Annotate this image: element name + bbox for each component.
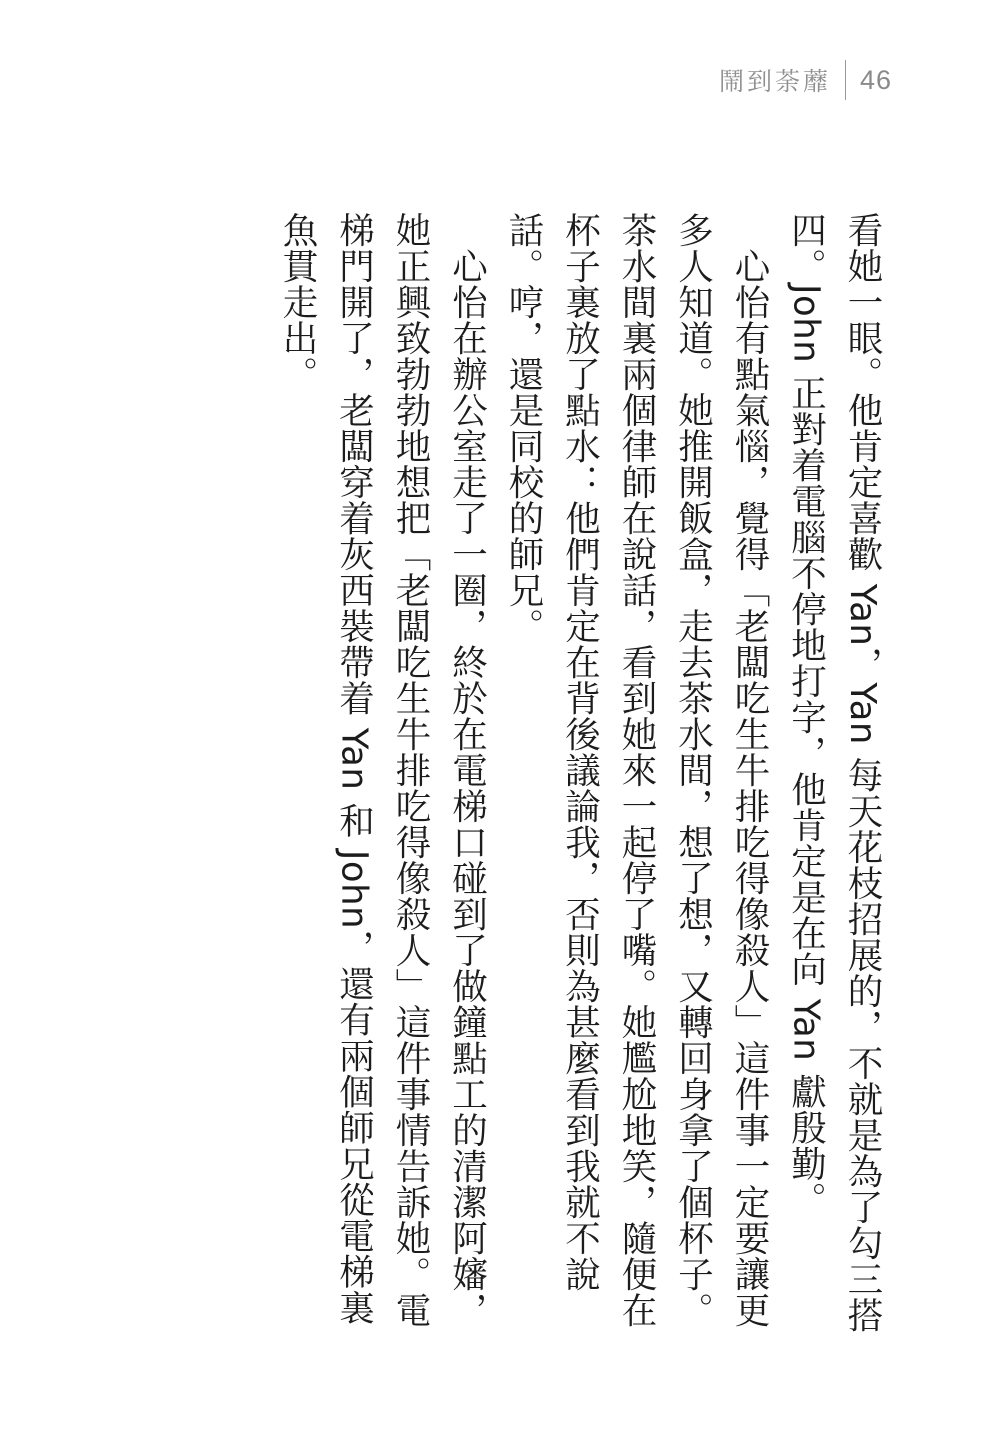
body-text <box>269 212 891 1352</box>
paragraph-2: 心怡有點氣惱，覺得「老闆吃生牛排吃得像殺人」這件事一定要讓更多人知道。她推開飯盒，走去茶水間，想了想，又轉回身拿了個杯子。茶水間裏兩個律師在說話，看到她來一起停了嘴。她尷尬地笑，隨便在杯子裏放了點水：他們肯定在背後議論我，否則為甚麼看到我就不說話。哼，還是同校的師兄。 <box>503 212 770 1328</box>
book-title: 鬧到荼蘼 <box>718 67 831 96</box>
paragraph-3: 心怡在辦公室走了一圈，終於在電梯口碰到了做鐘點工的清潔阿嬸，她正興致勃勃地想把「老闆吃生牛排吃得像殺人」這件事情告訴她。電梯門開了，老闆穿着灰西裝帶着 Yan 和 John，還有兩個師兄從電梯裏魚貫走出。 <box>277 212 488 1328</box>
paragraph-1: 看她一眼。他肯定喜歡 Yan，Yan 每天花枝招展的，不就是為了勾三搭四。John 正對着電腦不停地打字，他肯定是在向 Yan 獻殷勤。 <box>785 212 883 1333</box>
page-number: 46 <box>859 64 892 95</box>
header-divider <box>845 60 846 100</box>
running-header <box>719 52 892 108</box>
